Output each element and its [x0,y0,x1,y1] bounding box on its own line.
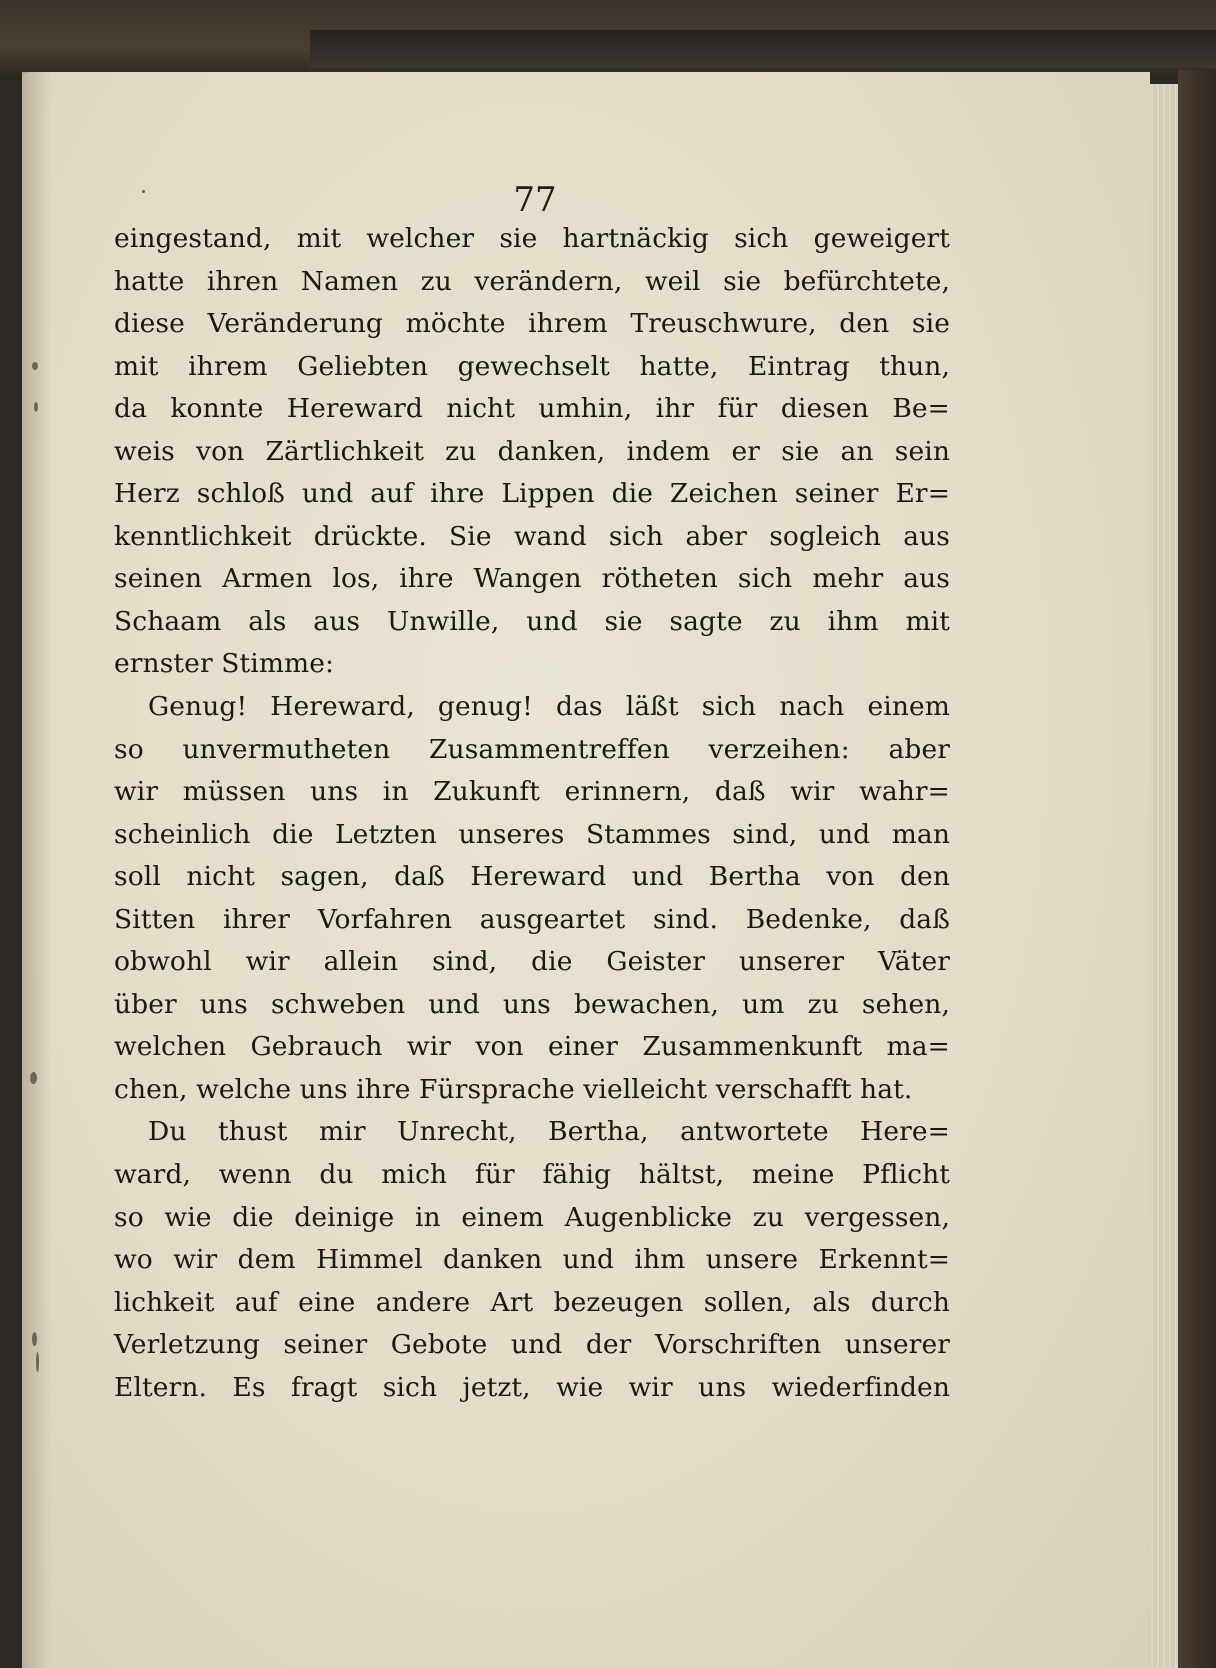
text-line: seinen Armen los, ihre Wangen rötheten sich mehr aus [114,563,950,595]
text-line: lichkeit auf eine andere Art bezeugen sollen, als durch [114,1286,950,1318]
text-line: wir müssen uns in Zukunft erinnern, daß wir wahr= [114,776,950,808]
text-line: so wie die deinige in einem Augenblicke zu vergessen, [114,1201,950,1233]
text-line: weis von Zärtlichkeit zu danken, indem er sie an sein [114,435,950,467]
page-body-text [114,218,950,1409]
text-line: hatte ihren Namen zu verändern, weil sie befürchtete, [114,265,950,297]
gutter-shadow [22,72,52,1668]
text-line: mit ihrem Geliebten gewechselt hatte, Eintrag thun, [114,350,950,382]
book-cover-edge [1178,70,1216,1668]
text-line: über uns schweben und uns bewachen, um zu sehen, [114,988,950,1020]
text-line: so unvermutheten Zusammentreffen verzeihen: aber [114,733,950,765]
text-line: eingestand, mit welcher sie hartnäckig sich geweigert [114,223,950,254]
text-line: wo wir dem Himmel danken und ihm unsere Erkennt= [114,1244,950,1276]
text-line: chen, welche uns ihre Fürsprache vielleicht verschafft hat. [114,1073,913,1105]
text-line: Genug! Hereward, genug! das läßt sich nach einem [148,691,950,723]
text-line: Eltern. Es fragt sich jetzt, wie wir uns wiederfinden [114,1371,950,1403]
text-line: kenntlichkeit drückte. Sie wand sich aber sogleich aus [114,520,950,552]
text-line: Sitten ihrer Vorfahren ausgeartet sind. Bedenke, daß [114,903,950,935]
text-line: da konnte Hereward nicht umhin, ihr für diesen Be= [114,393,950,425]
text-line: obwohl wir allein sind, die Geister unserer Väter [114,946,950,978]
text-line: diese Veränderung möchte ihrem Treuschwure, den sie [114,308,950,340]
text-line: Schaam als aus Unwille, und sie sagte zu ihm mit [114,605,950,637]
text-line: scheinlich die Letzten unseres Stammes sind, und man [114,818,950,850]
page-number: 77 [513,180,557,220]
text-line: Verletzung seiner Gebote und der Vorschriften unserer [114,1329,950,1361]
text-line: Du thust mir Unrecht, Bertha, antwortete Here= [148,1116,950,1148]
text-line: soll nicht sagen, daß Hereward und Bertha von den [114,861,950,893]
text-line: welchen Gebrauch wir von einer Zusammenkunft ma= [114,1031,950,1063]
binding-edge [310,30,1216,68]
text-line: ernster Stimme: [114,648,335,680]
text-line: Herz schloß und auf ihre Lippen die Zeichen seiner Er= [114,478,950,510]
text-line: ward, wenn du mich für fähig hältst, meine Pflicht [114,1159,950,1191]
